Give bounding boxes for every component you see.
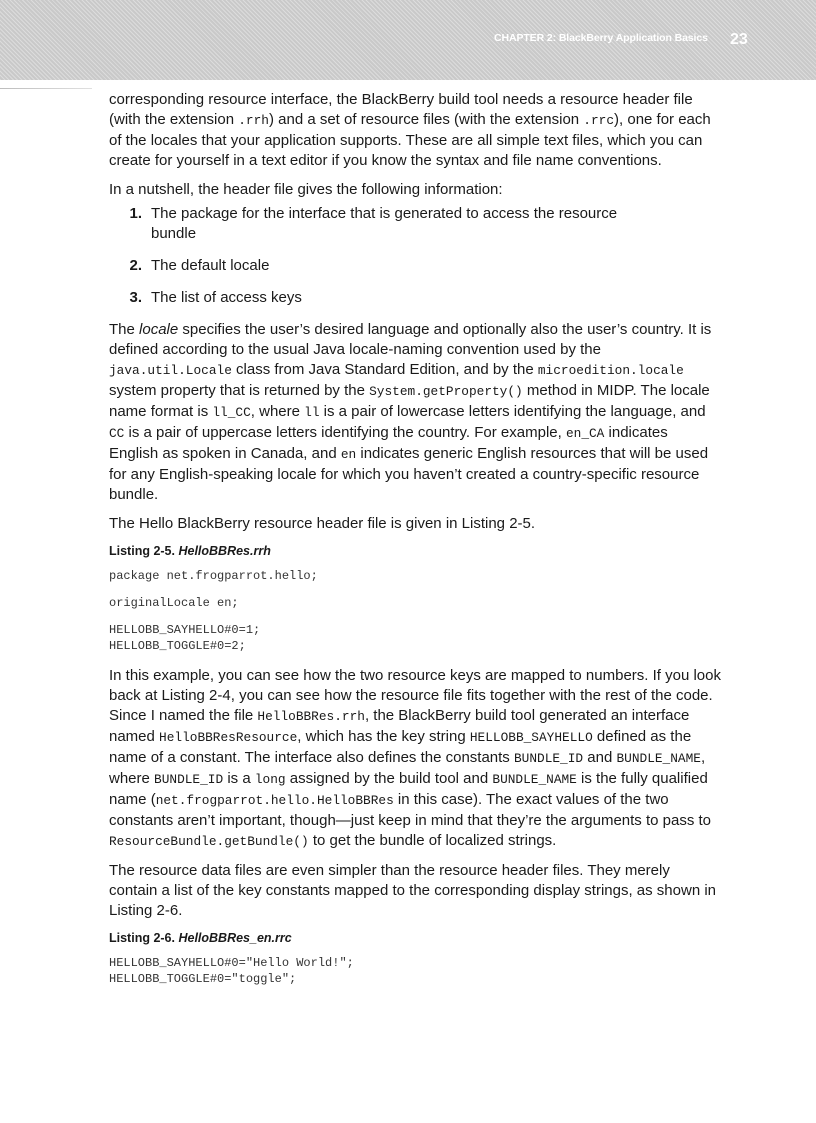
code-inline: ll — [304, 405, 320, 420]
list-text: The package for the interface that is generated to access the resource bundle — [151, 205, 618, 242]
list-item — [109, 256, 721, 276]
listing-number: Listing 2-5. — [109, 544, 175, 558]
list-number: 3. — [129, 289, 142, 306]
code-line: HELLOBB_TOGGLE#0="toggle"; — [109, 972, 297, 986]
list-item — [109, 204, 721, 244]
code-inline: long — [254, 772, 286, 787]
text: ) and a set of resource files (with the extension — [268, 111, 584, 128]
code-line: HELLOBB_SAYHELLO#0="Hello World!"; — [109, 956, 354, 970]
text: The — [109, 321, 140, 338]
text: corresponding resource interface, the BlackBerry build tool needs a resource header file (with the extension — [109, 91, 693, 128]
code-inline: System.getProperty() — [369, 384, 523, 399]
text: , where — [250, 403, 305, 420]
text: , which has the key string — [297, 728, 470, 745]
code-inline: BUNDLE_ID — [513, 751, 584, 766]
paragraph-listing-intro: The Hello BlackBerry resource header file is given in Listing 2-5. — [109, 515, 536, 532]
text: indicates English as spoken in Canada, and — [109, 424, 668, 462]
listing-caption — [109, 930, 721, 946]
text: is a pair of uppercase letters identifying the country. For example, — [124, 424, 566, 441]
text: specifies the user’s desired language and optionally also the user’s country. It is defined according to the usual Java locale-naming convention used by the — [109, 321, 712, 358]
page-body — [109, 90, 721, 987]
code-inline: BUNDLE_NAME — [616, 751, 701, 766]
code-inline: en — [340, 447, 357, 462]
text: , where — [109, 749, 706, 787]
text: defined as the name of a constant. The interface also defines the constants — [109, 728, 692, 766]
text: In this example, you can see how the two resource keys are mapped to numbers. If you look back at Listing 2-4, you can see how the resource file fits together with the rest of the code. Since I named the file — [109, 667, 721, 724]
text: ), one for each of the locales that your application supports. These are all simple text files, which you can create for yourself in a text editor if you know the syntax and file name conventions. — [109, 111, 711, 169]
code-inline: HELLOBB_SAYHELLO — [469, 730, 593, 745]
text: indicates generic English resources that will be used for any English-speaking locale for which you haven’t created a country-specific resource bundle. — [109, 445, 709, 503]
header-rule — [0, 88, 92, 89]
code-listing-header — [109, 568, 721, 654]
list-number: 2. — [129, 257, 142, 274]
code-listing-resource — [109, 955, 721, 987]
code-inline: en_CA — [565, 426, 605, 441]
text: , the BlackBerry build tool generated an interface named — [109, 707, 690, 745]
code-line: package net.frogparrot.hello; — [109, 569, 318, 583]
paragraph-nutshell: In a nutshell, the header file gives the following information: — [109, 181, 503, 198]
code-inline: HelloBBRes.rrh — [257, 709, 365, 724]
text: class from Java Standard Edition, and by the — [231, 361, 538, 378]
paragraph-resource-data: The resource data files are even simpler than the resource header files. They merely contain a list of the key constants mapped to the corresponding display strings, as shown in Listing 2-6. — [109, 862, 717, 919]
listing-filename: HelloBBRes_en.rrc — [178, 931, 292, 945]
code-inline: java.util.Locale — [109, 363, 232, 378]
text: to get the bundle of localized strings. — [308, 832, 557, 849]
text: is the fully qualified name ( — [109, 770, 708, 808]
text: in this case). The exact values of the two constants aren’t important, though—just keep in mind that they’re the arguments to pass to — [109, 791, 711, 829]
text: is a pair of lowercase letters identifying the language, and — [319, 403, 706, 420]
text: is a — [223, 770, 255, 787]
code-inline: .rrh — [238, 113, 269, 128]
page-number: 23 — [730, 31, 748, 48]
paragraph-resource-files — [109, 90, 721, 171]
paragraph-example — [109, 666, 721, 852]
code-line: HELLOBB_TOGGLE#0=2; — [109, 639, 246, 653]
code-inline: CC — [109, 426, 125, 441]
code-inline: microedition.locale — [537, 363, 684, 378]
listing-number: Listing 2-6. — [109, 931, 175, 945]
list-item — [109, 288, 721, 308]
code-inline: ll_CC — [212, 405, 251, 420]
chapter-title: CHAPTER 2: BlackBerry Application Basics — [494, 32, 708, 44]
header-info-list — [109, 204, 721, 308]
code-inline: BUNDLE_ID — [154, 772, 224, 787]
list-number: 1. — [129, 205, 142, 222]
code-line: HELLOBB_SAYHELLO#0=1; — [109, 623, 261, 637]
text: method in MIDP. The locale name format is — [109, 382, 710, 420]
listing-caption — [109, 543, 721, 559]
text: assigned by the build tool and — [285, 770, 493, 787]
paragraph-locale — [109, 320, 721, 505]
code-inline: BUNDLE_NAME — [492, 772, 577, 787]
code-inline: HelloBBResResource — [159, 730, 298, 745]
text: system property that is returned by the — [109, 382, 370, 399]
code-line: originalLocale en; — [109, 596, 239, 610]
list-text: The list of access keys — [151, 289, 302, 306]
code-inline: .rrc — [583, 113, 615, 128]
text: and — [583, 749, 617, 766]
code-inline: net.frogparrot.hello.HelloBBRes — [155, 793, 394, 808]
listing-filename: HelloBBRes.rrh — [178, 544, 271, 558]
emphasis: locale — [139, 321, 179, 338]
list-text: The default locale — [151, 257, 270, 274]
code-inline: ResourceBundle.getBundle() — [109, 834, 309, 849]
